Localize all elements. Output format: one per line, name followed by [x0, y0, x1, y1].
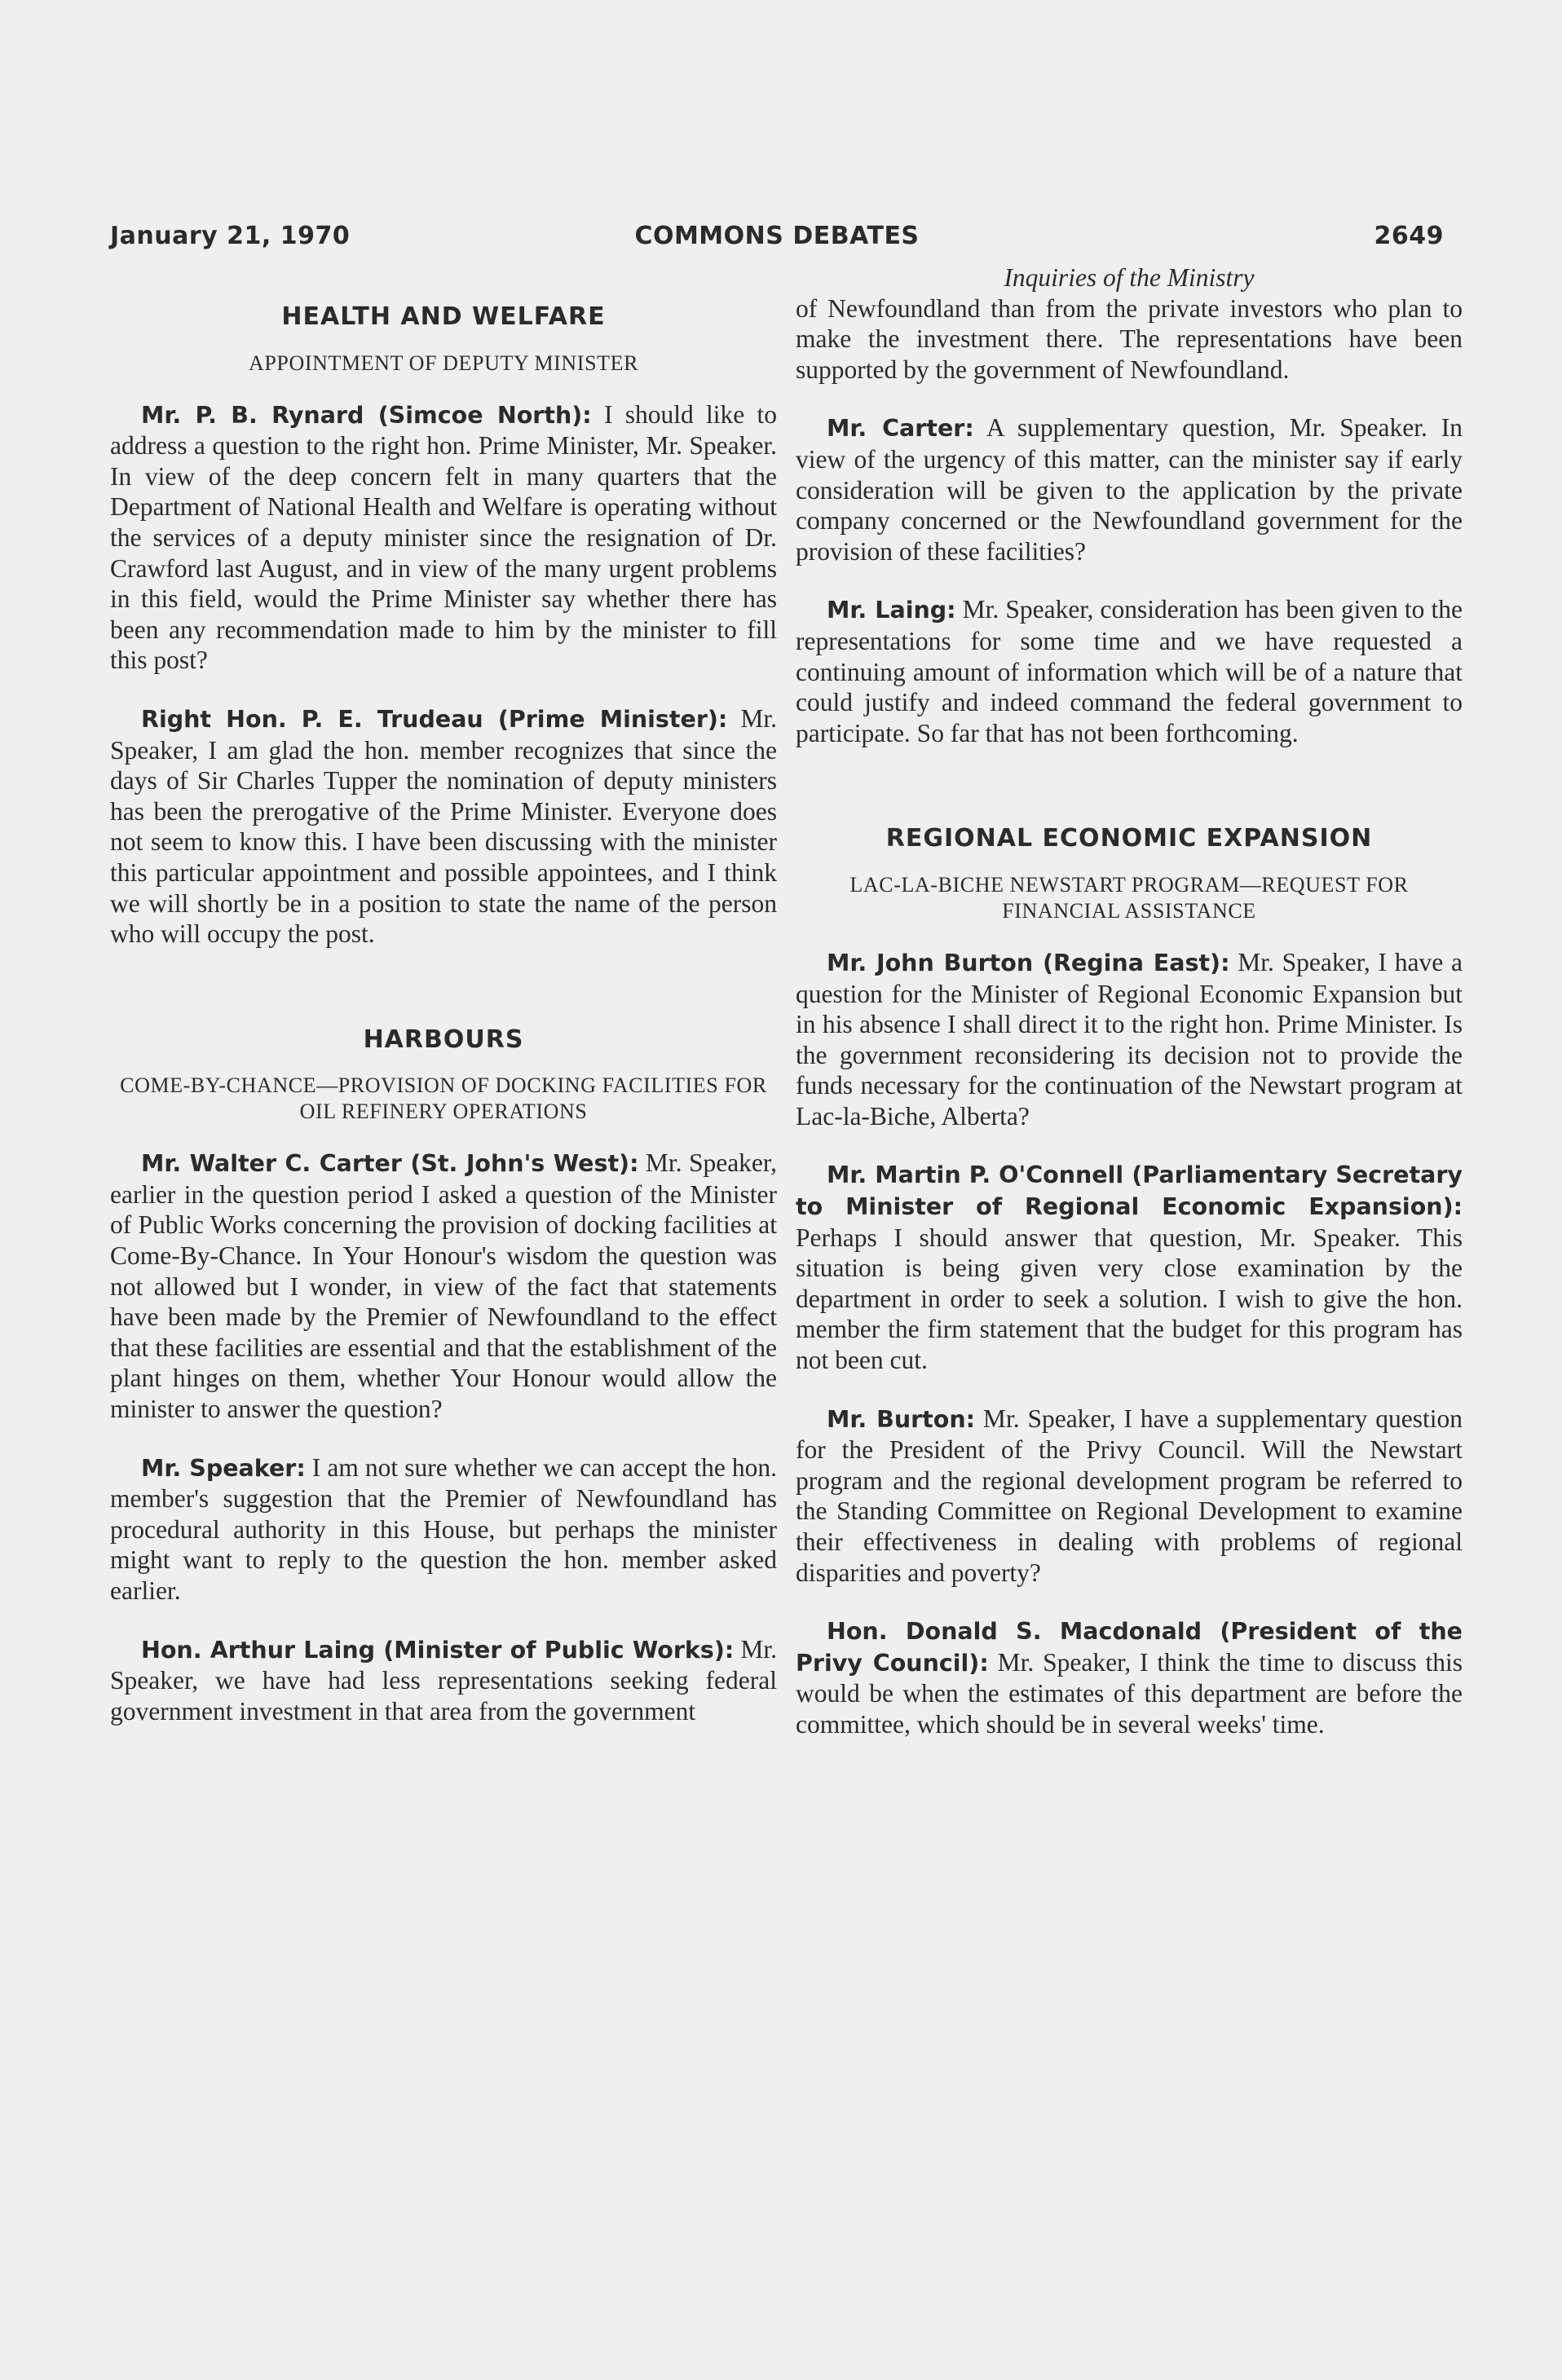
speech-text: I am not sure whether we can accept the hon. member's suggestion that the Premier of Newfoundland has procedural authority in this House, but perhaps the minister might want to reply to the question the hon. member asked earlier. — [110, 1452, 777, 1605]
paragraph-burton-supplementary — [796, 1404, 1463, 1589]
column-runner: Inquiries of the Ministry — [1004, 263, 1255, 292]
speech-text: Perhaps I should answer that question, Mr. Speaker. This situation is being given very close examination by the department in order to seek a solution. I wish to give the hon. member the firm statement that the budget for this program has not been cut. — [796, 1223, 1463, 1375]
paragraph-laing-continued: of Newfoundland than from the private investors who plan to make the investment there. The representations have been supported by the government of Newfoundland. — [796, 293, 1463, 384]
paragraph-oconnell — [796, 1159, 1463, 1375]
paragraph-carter-supplementary — [796, 412, 1463, 566]
paragraph-macdonald — [796, 1615, 1463, 1739]
paragraph-trudeau — [110, 703, 777, 950]
speaker-name: Mr. Laing: — [827, 597, 956, 624]
subsection-title-deputy-minister: APPOINTMENT OF DEPUTY MINISTER — [248, 350, 639, 375]
speaker-name: Mr. Walter C. Carter (St. John's West): — [141, 1150, 639, 1178]
section-title-harbours: HARBOURS — [363, 1025, 524, 1054]
paragraph-rynard — [110, 399, 777, 676]
speaker-name: Hon. Arthur Laing (Minister of Public Works): — [141, 1636, 735, 1664]
paragraph-laing-reply — [796, 594, 1463, 748]
section-title-regional: REGIONAL ECONOMIC EXPANSION — [885, 824, 1373, 853]
paragraph-burton — [796, 947, 1463, 1132]
speech-text: Mr. Speaker, I have a question for the Minister of Regional Economic Expansion but in his absence I shall direct it to the right hon. Prime Minister. Is the government reconsidering its decision not to provide the funds necessary for the continuation of the Newstart program at Lac-la-Biche, Alberta? — [796, 947, 1463, 1130]
speaker-name: Mr. Burton: — [827, 1405, 976, 1433]
right-column — [796, 262, 1463, 1768]
speaker-name: Mr. Speaker: — [141, 1454, 306, 1482]
speech-text: Mr. Speaker, I am glad the hon. member recognizes that since the days of Sir Charles Tupper the nomination of deputy ministers has been the prerogative of the Prime Minister. Everyone does not seem to know this. I have been discussing with the minister this particular appointment and possible appointees, and I think we will shortly be in a position to state the name of the person who will occupy the post. — [110, 703, 777, 949]
subsection-title-come-by-chance: COME-BY-CHANCE—PROVISION OF DOCKING FACILITIES FOR OIL REFINERY OPERATIONS — [120, 1073, 767, 1124]
paragraph-laing — [110, 1634, 777, 1727]
speech-text: Mr. Speaker, earlier in the question period I asked a question of the Minister of Public Works concerning the provision of docking facilities at Come-By-Chance. In Your Honour's wisdom the question was not allowed but I wonder, in view of the fact that statements have been made by the Premier of Newfoundland to the effect that these facilities are essential and that the establishment of the plant hinges on them, whether Your Honour would allow the minister to answer the question? — [110, 1148, 778, 1424]
header-title: COMMONS DEBATES — [634, 222, 920, 250]
header-date: January 21, 1970 — [110, 222, 351, 250]
subsection-title-newstart: LAC-LA-BICHE NEWSTART PROGRAM—REQUEST FOR FINANCIAL ASSISTANCE — [849, 872, 1409, 923]
speaker-name: Mr. Carter: — [827, 415, 974, 443]
speech-text: I should like to address a question to the right hon. Prime Minister, Mr. Speaker. In view of the deep concern felt in many quarters that the Department of National Health and Welfare is operating without the services of a deputy minister since the resignation of Dr. Crawford last August, and in view of the many urgent problems in this field, would the Prime Minister say whether there has been any recommendation made to him by the minister to fill this post? — [110, 399, 777, 675]
speaker-name: Hon. Donald S. Macdonald (President of the Privy Council): — [796, 1618, 1463, 1677]
speaker-name: Mr. P. B. Rynard (Simcoe North): — [141, 401, 592, 429]
speech-text: A supplementary question, Mr. Speaker. In view of the urgency of this matter, can the minister say if early consideration will be given to the application by the private company concerned or the Newfoundland government for the provision of these facilities? — [796, 413, 1463, 566]
left-column — [110, 302, 777, 1754]
paragraph-speaker — [110, 1452, 777, 1606]
speech-text: Mr. Speaker, I have a supplementary question for the President of the Privy Council. Will the Newstart program and the regional development program be referred to the Standing Committee on Regional Development to examine their effectiveness in dealing with problems of regional disparities and poverty? — [796, 1404, 1463, 1587]
page-number: 2649 — [1374, 222, 1444, 250]
speech-text: Mr. Speaker, consideration has been given to the representations for some time and we have requested a continuing amount of information which will be of a nature that could justify and indeed command the federal government to participate. So far that has not been forthcoming. — [796, 595, 1463, 747]
speaker-name: Mr. Martin P. O'Connell (Parliamentary Secretary to Minister of Regional Economic Expansion): — [796, 1161, 1463, 1221]
speaker-name: Mr. John Burton (Regina East): — [827, 949, 1230, 976]
paragraph-carter — [110, 1148, 777, 1424]
speaker-name: Right Hon. P. E. Trudeau (Prime Minister): — [141, 705, 728, 733]
section-title-health: HEALTH AND WELFARE — [281, 302, 606, 331]
speech-text: Mr. Speaker, we have had less representations seeking federal government investment in that area from the government — [110, 1634, 778, 1726]
speech-text: Mr. Speaker, I think the time to discuss this would be when the estimates of this department are before the committee, which should be in several weeks' time. — [796, 1647, 1463, 1739]
